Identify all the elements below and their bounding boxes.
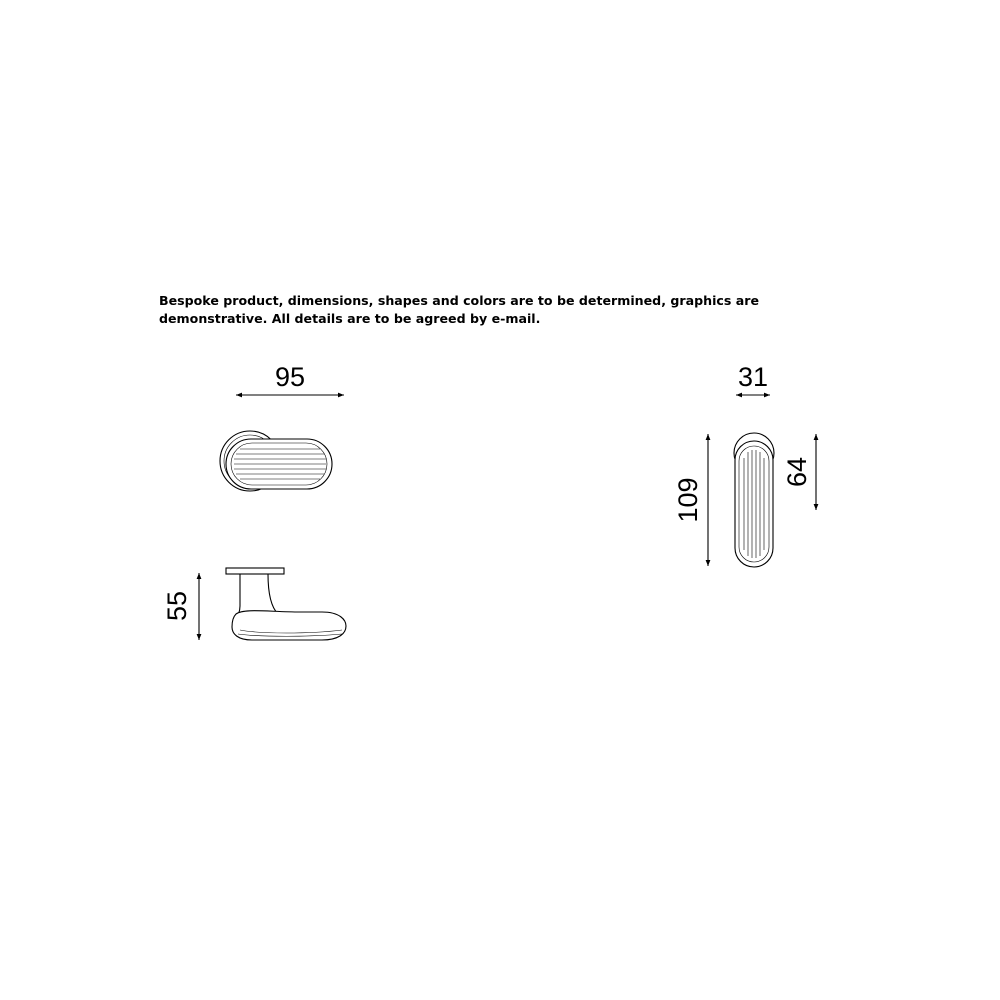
- end-view-handle: [734, 433, 774, 567]
- dimension-label-109: 109: [673, 477, 703, 523]
- side-view-handle: [226, 568, 346, 640]
- dimension-label-31: 31: [737, 362, 769, 392]
- disclaimer-line-2: demonstrative. All details are to be agreed by e-mail.: [159, 311, 541, 326]
- rose-plate: [226, 568, 284, 574]
- end-view: [673, 362, 816, 567]
- lever-end: [735, 441, 773, 567]
- top-view: [220, 362, 344, 491]
- dimension-label-55: 55: [162, 590, 192, 622]
- side-view: [162, 568, 346, 640]
- top-view-handle: [220, 431, 332, 491]
- dimension-label-95: 95: [274, 362, 306, 392]
- lever-body: [232, 611, 346, 640]
- disclaimer-line-1: Bespoke product, dimensions, shapes and colors are to be determined, graphics are: [159, 293, 759, 308]
- dimension-label-64: 64: [782, 456, 812, 488]
